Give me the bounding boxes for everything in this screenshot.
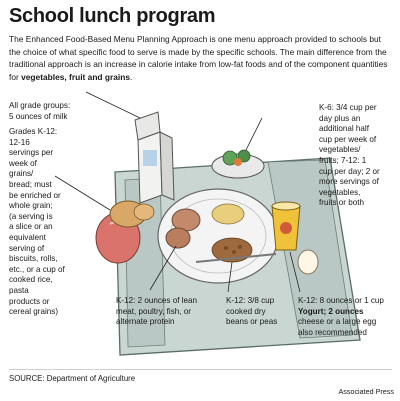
label-vegetables-line: cup per day; 2 or [319, 166, 380, 176]
label-yogurt-line: Yogurt; 2 ounces [298, 306, 364, 316]
label-grains-line: 12-16 [9, 137, 30, 147]
label-grains-line: cooked rice, [9, 275, 53, 285]
label-meat-line: meat, poultry, fish, or [116, 306, 191, 316]
label-vegetables-line: additional half [319, 124, 369, 134]
label-grains-line: servings per [9, 148, 54, 158]
label-grains-line: week of [9, 158, 37, 168]
label-grains-line: serving of [9, 243, 45, 253]
label-meat [116, 296, 226, 328]
label-grains-line: biscuits, rolls, [9, 254, 58, 264]
source-note: SOURCE: Department of Agriculture [9, 374, 136, 383]
egg-icon [298, 250, 318, 274]
intro-sentence-end: . [130, 71, 133, 82]
label-vegetables-line: K-6: 3/4 cup per [319, 103, 377, 112]
label-grains-line: grains/ [9, 169, 34, 179]
label-grains-line: etc., or a cup of [9, 264, 65, 274]
label-beans-line: K-12: 3/8 cup [226, 296, 275, 305]
label-milk-line: All grade groups: [9, 101, 71, 110]
label-grains-line: (a serving is [9, 211, 53, 221]
label-yogurt-line: K-12: 8 ounces or 1 cup [298, 296, 384, 305]
label-vegetables-line: cup per week of [319, 134, 377, 144]
label-yogurt-line: also recommended [298, 327, 367, 337]
label-milk-line: 5 ounces of milk [9, 111, 68, 121]
label-meat-line: K-12: 2 ounces of lean [116, 296, 197, 305]
label-vegetables-line: more servings of [319, 177, 379, 187]
label-beans-line: beans or peas [226, 317, 278, 327]
label-grains-line: be enriched or [9, 190, 61, 200]
label-grains-line: Grades K-12: [9, 127, 58, 136]
label-milk [9, 101, 119, 122]
label-grains-line: pasta [9, 285, 29, 295]
label-grains-line: whole grain; [9, 201, 53, 211]
label-grains [9, 127, 87, 318]
label-yogurt-line: cheese or a large egg [298, 317, 377, 327]
label-vegetables-line: fruits; 7-12: 1 [319, 155, 367, 165]
intro-bold-groups: vegetables, fruit and grains [21, 71, 131, 82]
label-yogurt [298, 296, 398, 338]
label-grains-line: cereal grains) [9, 307, 59, 317]
milk-carton-icon [135, 112, 174, 203]
label-vegetables [319, 103, 399, 209]
footer-divider [9, 369, 392, 370]
vegetable-bowl-icon [212, 150, 264, 178]
label-vegetables-line: vegetables/ [319, 145, 361, 155]
leader-vegetables [246, 118, 262, 150]
label-grains-line: products or [9, 296, 50, 306]
intro-sentence-1: The Enhanced Food-Based Menu Planning Approach is one menu approach provided to schools but the choice of what specific food to serve is made by the specific schools. [9, 34, 382, 57]
label-vegetables-line: day plus an [319, 113, 361, 123]
label-grains-line: bread; must [9, 179, 52, 189]
label-grains-line: equivalent [9, 232, 46, 242]
pasta-icon [212, 204, 244, 224]
label-grains-line: a slice or an [9, 222, 53, 232]
label-vegetables-line: vegetables, [319, 187, 361, 197]
intro-sentence-2: The main difference from the traditional approach is an increase in calorie intake from low-fat foods and of the component quantities for [9, 46, 388, 82]
yogurt-cup-icon [272, 202, 300, 250]
credit-line: Associated Press [338, 387, 394, 396]
label-vegetables-line: fruits or both [319, 198, 364, 208]
label-meat-line: alternate protein [116, 317, 175, 327]
label-beans-line: cooked dry [226, 306, 266, 316]
label-beans [226, 296, 298, 328]
page-title: School lunch program [9, 5, 216, 27]
